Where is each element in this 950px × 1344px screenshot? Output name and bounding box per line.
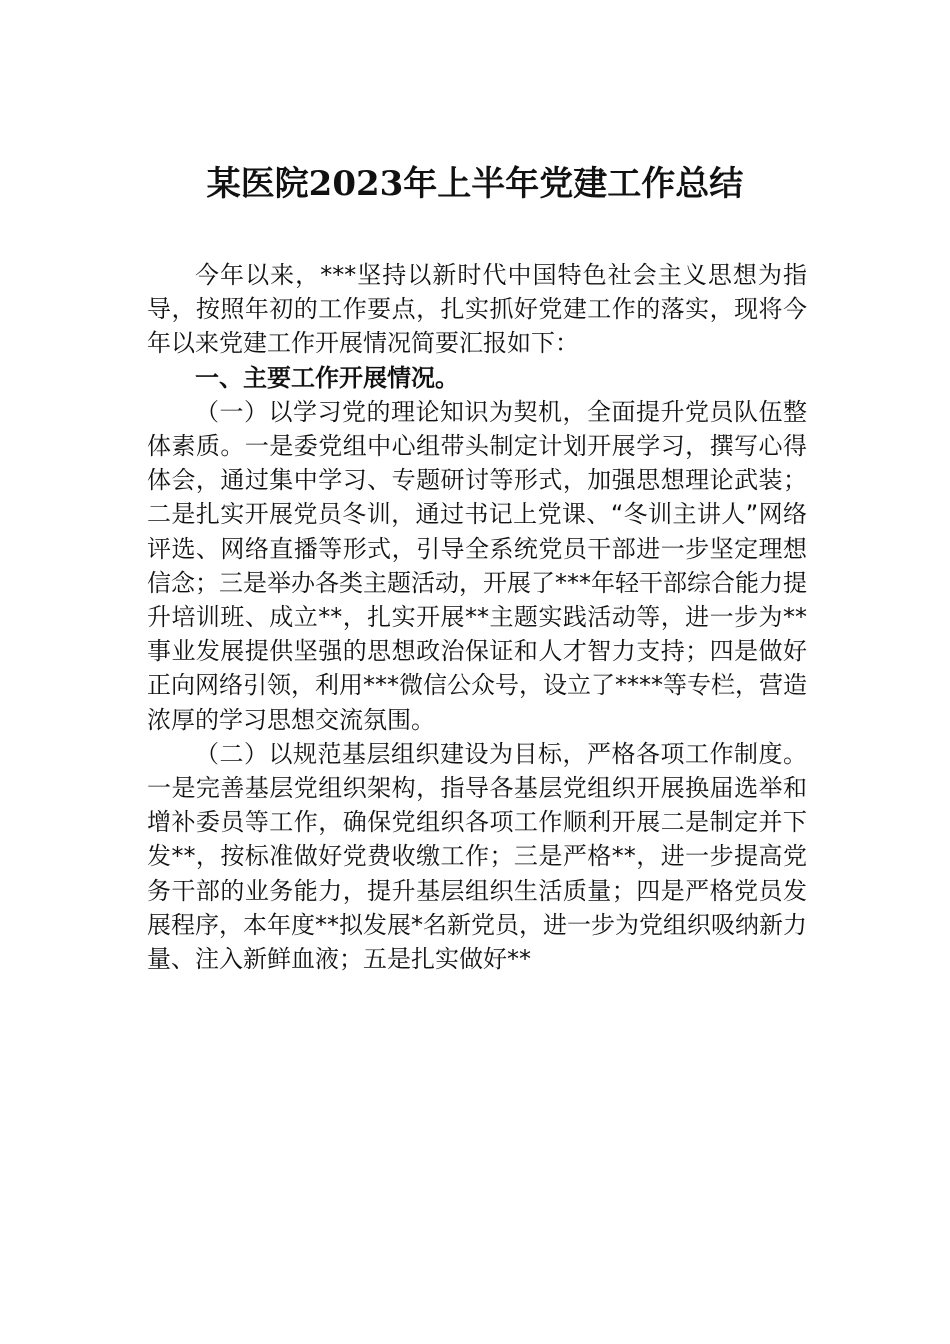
section-heading: 一、主要工作开展情况。 <box>195 363 459 392</box>
paragraph-study: （一）以学习党的理论知识为契机，全面提升党员队伍整体素质。一是委党组中心组带头制定计划开展学习，撰写心得体会，通过集中学习、专题研讨等形式，加强思想理论武装；二是扎实开展党员冬训，通过书记上党课、“冬训主讲人”网络评选、网络直播等形式，引导全系统党员干部进一步坚定理想信念；三是举办各类主题活动，开展了***年轻干部综合能力提升培训班、成立**，扎实开展**主题实践活动等，进一步为**事业发展提供坚强的思想政治保证和人才智力支持；四是做好正向网络引领，利用***微信公众号，设立了****等专栏，营造浓厚的学习思想交流氛围。 <box>147 397 807 734</box>
paragraph-organization: （二）以规范基层组织建设为目标，严格各项工作制度。一是完善基层党组织架构，指导各基层党组织开展换届选举和增补委员等工作，确保党组织各项工作顺利开展二是制定并下发**，按标准做好党费收缴工作；三是严格**，进一步提高党务干部的业务能力，提升基层组织生活质量；四是严格党员发展程序，本年度**拟发展*名新党员，进一步为党组织吸纳新力量、注入新鲜血液；五是扎实做好** <box>147 739 807 974</box>
document-body <box>147 258 807 976</box>
intro-paragraph: 今年以来，***坚持以新时代中国特色社会主义思想为指导，按照年初的工作要点，扎实抓好党建工作的落实，现将今年以来党建工作开展情况简要汇报如下： <box>147 261 807 358</box>
document-title: 某医院2023年上半年党建工作总结 <box>206 164 744 204</box>
